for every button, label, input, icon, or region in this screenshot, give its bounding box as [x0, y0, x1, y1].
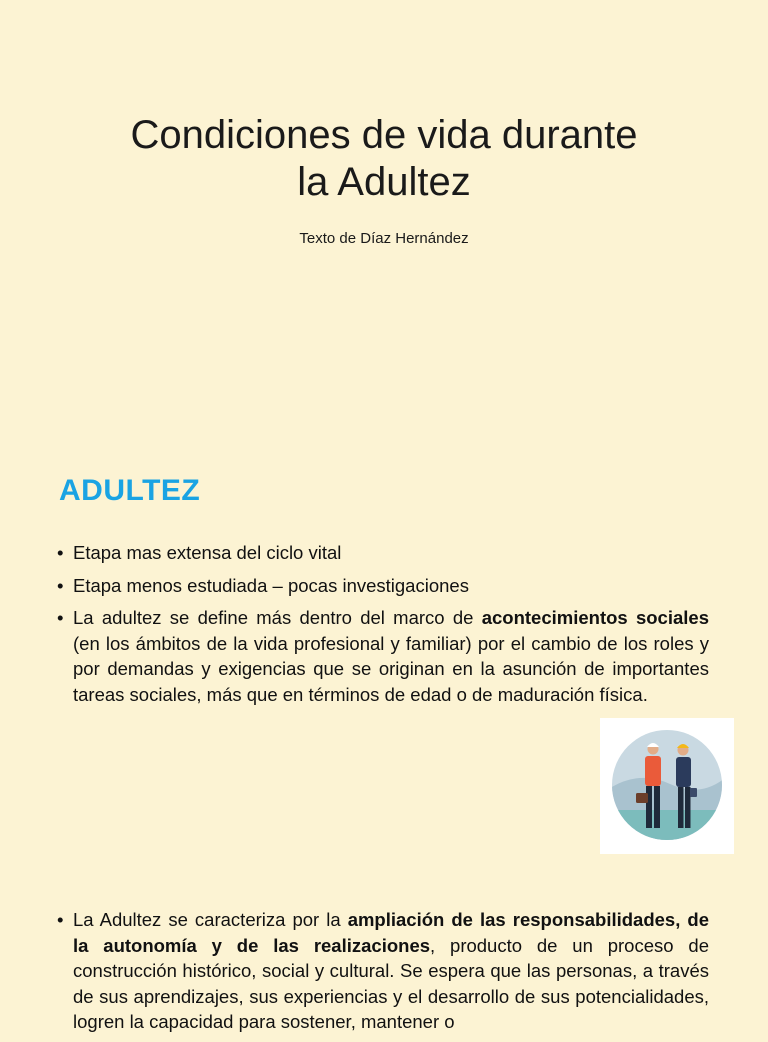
list-item: • La Adultez se caracteriza por la ampliación de las responsabilidades, de la autonomía y de las realizaciones, producto de un proceso de construcción histórico, social y cultural. Se espera que las personas, a través de sus aprendizajes, sus experiencias y el desarrollo de sus potencialidades, logren la capacidad para sostener, mantener o	[57, 907, 709, 1035]
two-workers-icon	[600, 718, 734, 854]
list-item: • Etapa menos estudiada – pocas investigaciones	[57, 573, 709, 599]
title-slide	[0, 0, 768, 440]
bullet-list	[57, 540, 709, 714]
slide-subtitle: Texto de Díaz Hernández	[299, 230, 469, 247]
slide-title: Condiciones de vida durante la Adultez	[130, 113, 638, 204]
list-item: • La adultez se define más dentro del marco de acontecimientos sociales (en los ámbitos de la vida profesional y familiar) por el cambio de los roles y por demandas y exigencias que se originan en la asunción de importantes tareas sociales, más que en términos de edad o de maduración física.	[57, 605, 709, 707]
section-heading: ADULTEZ	[59, 474, 201, 507]
bullet-list	[57, 907, 709, 1042]
list-item: • Etapa mas extensa del ciclo vital	[57, 540, 709, 566]
